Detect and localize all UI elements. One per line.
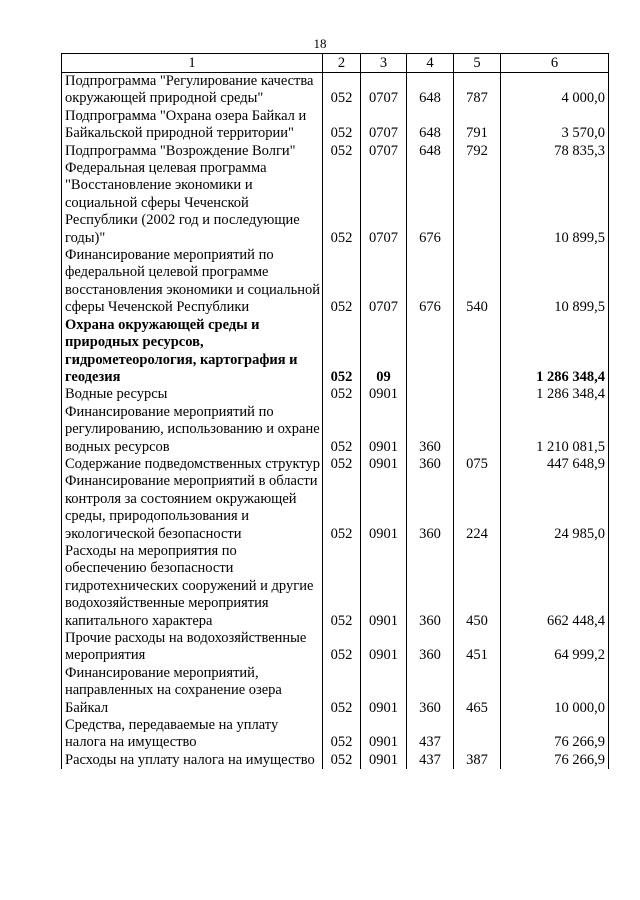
- row-section-code: 0901: [361, 456, 407, 473]
- column-header-expense-type: 5: [454, 54, 501, 73]
- row-expense-type-code: [454, 317, 501, 387]
- table-row: [62, 317, 609, 387]
- row-section-code: 09: [361, 317, 407, 387]
- row-amount: 10 899,5: [501, 247, 609, 317]
- row-target-code: 437: [407, 717, 454, 752]
- row-section-code: 0901: [361, 543, 407, 630]
- row-expense-type-code: [454, 717, 501, 752]
- row-section-code: 0901: [361, 752, 407, 769]
- row-expense-type-code: 787: [454, 73, 501, 108]
- row-section-code: 0707: [361, 247, 407, 317]
- row-expense-type-code: 450: [454, 543, 501, 630]
- row-ministry-code: 052: [323, 143, 361, 160]
- budget-table: [61, 53, 609, 769]
- row-amount: 78 835,3: [501, 143, 609, 160]
- row-target-code: 648: [407, 108, 454, 143]
- row-expense-type-code: 075: [454, 456, 501, 473]
- table-row: [62, 247, 609, 317]
- row-name: Охрана окружающей среды и природных ресурсов, гидрометеорология, картография и геодезия: [62, 317, 323, 387]
- row-amount: 76 266,9: [501, 752, 609, 769]
- row-name: Финансирование мероприятий, направленных на сохранение озера Байкал: [62, 665, 323, 717]
- row-ministry-code: 052: [323, 108, 361, 143]
- header-row: [62, 54, 609, 73]
- row-ministry-code: 052: [323, 317, 361, 387]
- row-amount: 1 286 348,4: [501, 317, 609, 387]
- row-section-code: 0707: [361, 160, 407, 247]
- row-amount: 64 999,2: [501, 630, 609, 665]
- row-expense-type-code: 451: [454, 630, 501, 665]
- row-ministry-code: 052: [323, 404, 361, 456]
- row-amount: 76 266,9: [501, 717, 609, 752]
- row-target-code: 360: [407, 543, 454, 630]
- row-target-code: 437: [407, 752, 454, 769]
- table-row: [62, 456, 609, 473]
- column-header-target: 4: [407, 54, 454, 73]
- row-amount: 24 985,0: [501, 473, 609, 543]
- table-row: [62, 143, 609, 160]
- row-expense-type-code: 540: [454, 247, 501, 317]
- row-amount: 1 210 081,5: [501, 404, 609, 456]
- row-amount: 4 000,0: [501, 73, 609, 108]
- table-body: [62, 73, 609, 770]
- row-section-code: 0707: [361, 108, 407, 143]
- row-expense-type-code: 465: [454, 665, 501, 717]
- row-name: Финансирование мероприятий по федеральной целевой программе восстановления экономики и социальной сферы Чеченской Республики: [62, 247, 323, 317]
- row-expense-type-code: 791: [454, 108, 501, 143]
- row-name: Содержание подведомственных структур: [62, 456, 323, 473]
- row-amount: 10 000,0: [501, 665, 609, 717]
- row-section-code: 0901: [361, 473, 407, 543]
- row-ministry-code: 052: [323, 386, 361, 403]
- row-ministry-code: 052: [323, 630, 361, 665]
- row-section-code: 0901: [361, 404, 407, 456]
- row-amount: 1 286 348,4: [501, 386, 609, 403]
- row-expense-type-code: 387: [454, 752, 501, 769]
- page-number: 18: [313, 36, 327, 51]
- table-row: [62, 630, 609, 665]
- row-expense-type-code: 224: [454, 473, 501, 543]
- table-row: [62, 404, 609, 456]
- row-name: Расходы на уплату налога на имущество: [62, 752, 323, 769]
- row-name: Финансирование мероприятий в области контроля за состоянием окружающей среды, природопользования и экологической безопасности: [62, 473, 323, 543]
- row-section-code: 0901: [361, 630, 407, 665]
- row-name: Расходы на мероприятия по обеспечению безопасности гидротехнических сооружений и другие водохозяйственные мероприятия капитального характера: [62, 543, 323, 630]
- row-expense-type-code: [454, 404, 501, 456]
- table-row: [62, 473, 609, 543]
- row-ministry-code: 052: [323, 473, 361, 543]
- row-target-code: 648: [407, 73, 454, 108]
- row-target-code: 648: [407, 143, 454, 160]
- row-expense-type-code: [454, 160, 501, 247]
- row-name: Подпрограмма "Охрана озера Байкал и Байкальской природной территории": [62, 108, 323, 143]
- column-header-name: 1: [62, 54, 323, 73]
- table-header: [62, 54, 609, 73]
- row-section-code: 0901: [361, 665, 407, 717]
- row-ministry-code: 052: [323, 247, 361, 317]
- row-name: Финансирование мероприятий по регулированию, использованию и охране водных ресурсов: [62, 404, 323, 456]
- row-ministry-code: 052: [323, 456, 361, 473]
- row-name: Средства, передаваемые на уплату налога на имущество: [62, 717, 323, 752]
- row-expense-type-code: 792: [454, 143, 501, 160]
- row-amount: 447 648,9: [501, 456, 609, 473]
- row-amount: 10 899,5: [501, 160, 609, 247]
- row-target-code: 676: [407, 247, 454, 317]
- column-header-amount: 6: [501, 54, 609, 73]
- row-amount: 3 570,0: [501, 108, 609, 143]
- row-expense-type-code: [454, 386, 501, 403]
- row-ministry-code: 052: [323, 160, 361, 247]
- row-name: Подпрограмма "Возрождение Волги": [62, 143, 323, 160]
- row-target-code: [407, 317, 454, 387]
- row-target-code: 360: [407, 630, 454, 665]
- row-ministry-code: 052: [323, 73, 361, 108]
- table-row: [62, 752, 609, 769]
- row-target-code: 676: [407, 160, 454, 247]
- row-name: Водные ресурсы: [62, 386, 323, 403]
- row-ministry-code: 052: [323, 752, 361, 769]
- table-row: [62, 160, 609, 247]
- row-target-code: 360: [407, 404, 454, 456]
- row-name: Подпрограмма "Регулирование качества окружающей природной среды": [62, 73, 323, 108]
- row-section-code: 0707: [361, 73, 407, 108]
- row-section-code: 0707: [361, 143, 407, 160]
- row-name: Федеральная целевая программа "Восстановление экономики и социальной сферы Чеченской Республики (2002 год и последующие годы)": [62, 160, 323, 247]
- table-row: [62, 717, 609, 752]
- row-section-code: 0901: [361, 386, 407, 403]
- row-ministry-code: 052: [323, 543, 361, 630]
- table-row: [62, 665, 609, 717]
- row-ministry-code: 052: [323, 665, 361, 717]
- row-target-code: 360: [407, 473, 454, 543]
- column-header-section: 3: [361, 54, 407, 73]
- row-section-code: 0901: [361, 717, 407, 752]
- row-target-code: [407, 386, 454, 403]
- row-ministry-code: 052: [323, 717, 361, 752]
- table-row: [62, 386, 609, 403]
- table-row: [62, 108, 609, 143]
- row-target-code: 360: [407, 665, 454, 717]
- row-target-code: 360: [407, 456, 454, 473]
- table-row: [62, 73, 609, 108]
- row-amount: 662 448,4: [501, 543, 609, 630]
- column-header-ministry: 2: [323, 54, 361, 73]
- table-row: [62, 543, 609, 630]
- row-name: Прочие расходы на водохозяйственные мероприятия: [62, 630, 323, 665]
